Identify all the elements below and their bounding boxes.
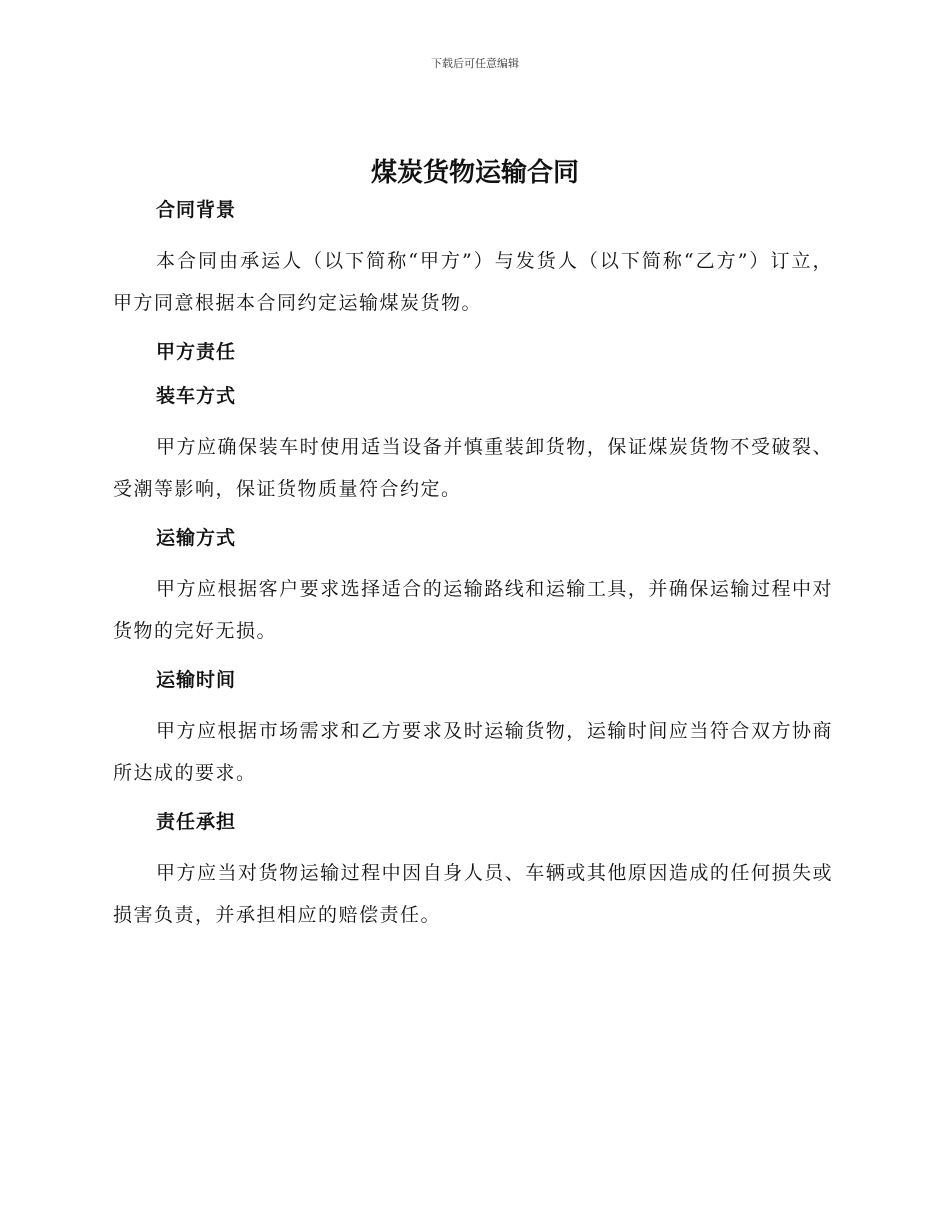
header-note: 下载后可任意编辑 [431, 57, 519, 70]
section-heading-liability: 责任承担 [156, 811, 237, 833]
document-body [113, 196, 833, 950]
section-text-transport-method: 甲方应根据客户要求选择适合的运输路线和运输工具，并确保运输过程中对货物的完好无损。 [113, 578, 833, 642]
section-text-background: 本合同由承运人（以下简称“甲方”）与发货人（以下简称“乙方”）订立，甲方同意根据本合同约定运输煤炭货物。 [113, 250, 833, 314]
section-text-liability: 甲方应当对货物运输过程中因自身人员、车辆或其他原因造成的任何损失或损害负责，并承担相应的赔偿责任。 [113, 862, 833, 926]
section-text-loading: 甲方应确保装车时使用适当设备并慎重装卸货物，保证煤炭货物不受破裂、受潮等影响，保证货物质量符合约定。 [113, 436, 833, 500]
section-text-transport-time: 甲方应根据市场需求和乙方要求及时运输货物，运输时间应当符合双方协商所达成的要求。 [113, 720, 833, 784]
section-heading-transport-time: 运输时间 [156, 669, 237, 691]
section-heading-background: 合同背景 [156, 199, 237, 221]
section-heading-loading: 装车方式 [156, 385, 237, 407]
section-heading-party-a: 甲方责任 [156, 341, 237, 363]
document-title: 煤炭货物运输合同 [370, 158, 579, 188]
section-heading-transport-method: 运输方式 [156, 527, 237, 549]
